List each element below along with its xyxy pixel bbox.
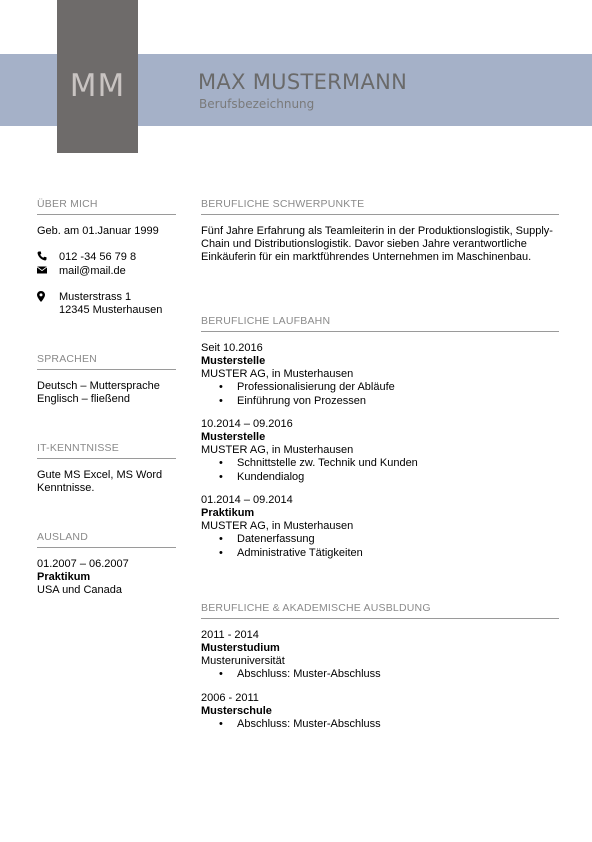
education-title: BERUFLICHE & AKADEMISCHE AUSBLDUNG (201, 602, 559, 619)
it-skills-title: IT-KENNTNISSE (37, 442, 176, 459)
education-period: 2011 - 2014 (201, 629, 259, 641)
language-item: Deutsch – Muttersprache (37, 380, 160, 392)
education-degree: Musterstudium (201, 642, 280, 654)
career-role: Praktikum (201, 507, 255, 519)
career-role: Musterstelle (201, 355, 266, 367)
education-school: Musteruniversität (201, 655, 285, 667)
it-skills-line: Kenntnisse. (37, 482, 95, 494)
focus-title: BERUFLICHE SCHWERPUNKTE (201, 198, 559, 215)
focus-section (201, 198, 559, 264)
abroad-role: Praktikum (37, 571, 91, 583)
career-period: 10.2014 – 09.2016 (201, 418, 293, 430)
career-entry (201, 494, 559, 560)
career-bullet: • Professionalisierung der Abläufe (201, 381, 559, 395)
career-company: MUSTER AG, in Musterhausen (201, 444, 354, 456)
career-company: MUSTER AG, in Musterhausen (201, 520, 354, 532)
it-skills-line: Gute MS Excel, MS Word (37, 469, 163, 481)
education-bullet: • Abschluss: Muster-Abschluss (201, 718, 559, 732)
abroad-title: AUSLAND (37, 531, 176, 548)
career-entry (201, 342, 559, 408)
education-period: 2006 - 2011 (201, 691, 259, 704)
languages-title: SPRACHEN (37, 353, 176, 370)
career-period: Seit 10.2016 (201, 342, 263, 354)
career-role: Musterstelle (201, 431, 266, 443)
career-bullet: • Kundendialog (201, 471, 559, 485)
languages-section (37, 353, 176, 406)
email-address: mail@mail.de (59, 265, 126, 277)
phone-icon (37, 251, 59, 265)
education-degree: Musterschule (201, 704, 272, 717)
person-name: MAX MUSTERMANN (198, 70, 408, 94)
address-row (37, 291, 176, 317)
map-pin-icon (37, 291, 59, 306)
phone-number: 012 -34 56 79 8 (59, 251, 137, 263)
language-item: Englisch – fließend (37, 393, 130, 405)
monogram-block (57, 0, 138, 153)
career-period: 01.2014 – 09.2014 (201, 494, 293, 506)
education-entry (201, 629, 559, 682)
about-title: ÜBER MICH (37, 198, 176, 215)
it-skills-section (37, 442, 176, 495)
career-title: BERUFLICHE LAUFBAHN (201, 315, 559, 332)
job-title: Berufsbezeichnung (199, 97, 315, 111)
email-row (37, 265, 176, 278)
abroad-period: 01.2007 – 06.2007 (37, 558, 129, 570)
birth-date: Geb. am 01.Januar 1999 (37, 225, 159, 237)
monogram-initials: MM (69, 68, 126, 104)
about-section (37, 198, 176, 317)
education-section (201, 602, 559, 741)
address-city: 12345 Musterhausen (59, 304, 163, 316)
career-bullet: • Datenerfassung (201, 533, 559, 547)
career-entry (201, 418, 559, 484)
career-section (201, 315, 559, 570)
education-entry (201, 692, 559, 732)
career-bullet: • Administrative Tätigkeiten (201, 547, 559, 561)
abroad-section (37, 531, 176, 597)
focus-text: Fünf Jahre Erfahrung als Teamleiterin in der Produktionslogistik, Supply-Chain und Distributionslogistik. Davor sieben Jahre verantwortliche Einkäuferin für ein marktführendes Unternehmen im Maschinenbau. (201, 225, 553, 263)
abroad-place: USA und Canada (37, 584, 123, 596)
career-company: MUSTER AG, in Musterhausen (201, 368, 354, 380)
address-street: Musterstrass 1 (59, 291, 132, 303)
envelope-icon (37, 265, 59, 278)
education-bullet: • Abschluss: Muster-Abschluss (201, 668, 559, 682)
career-bullet: • Schnittstelle zw. Technik und Kunden (201, 457, 559, 471)
phone-row (37, 251, 176, 265)
career-bullet: • Einführung von Prozessen (201, 395, 559, 409)
